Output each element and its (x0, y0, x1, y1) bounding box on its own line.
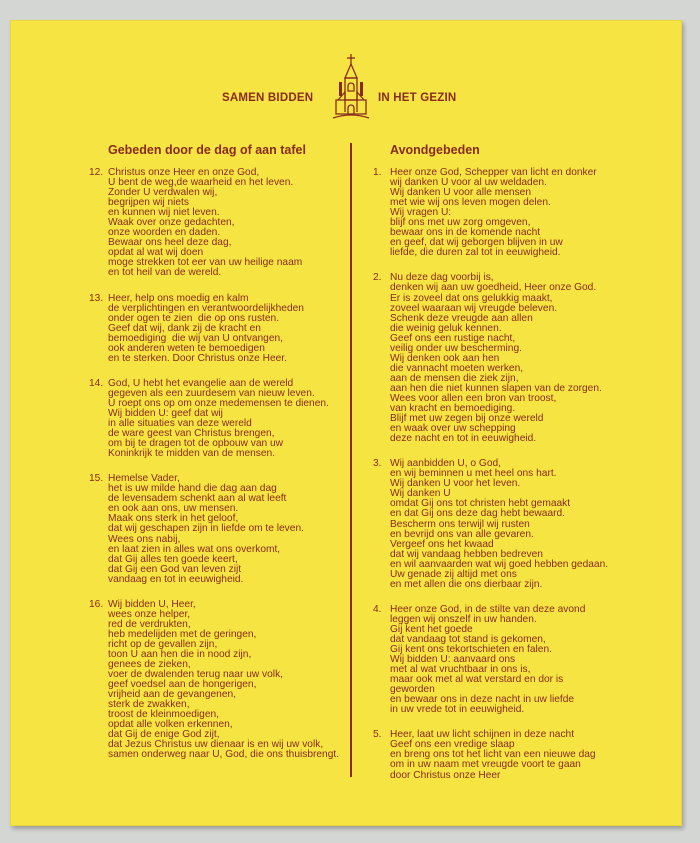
prayer-line: Wij danken U voor het leven. (390, 478, 521, 490)
prayer-line: gegeven als een zuurdesem van nieuw leven. (108, 387, 315, 399)
prayer-number: 15. (89, 473, 104, 485)
prayer-line: en kunnen wij niet leven. (108, 207, 220, 219)
prayer-line: en wij beminnen u met heel ons hart. (390, 468, 557, 480)
prayer-line: bewaar ons in de komende nacht (390, 227, 541, 239)
prayer-line: die weinig geluk kennen. (390, 322, 502, 334)
prayer-line: in alle situaties van deze wereld (108, 418, 252, 430)
prayer-16 (89, 600, 357, 761)
prayer-line: blijf ons met uw zorg omgeven, (390, 217, 531, 229)
prayer-line: Wij aanbidden U, o God, (390, 458, 501, 470)
church-tower-logo (330, 52, 372, 122)
prayer-line: Geef ons een vredige slaap (390, 739, 515, 751)
prayer-line: onder ogen te zien die op ons rusten. (108, 312, 280, 324)
prayer-line: denken wij aan uw goedheid, Heer onze God. (390, 282, 597, 294)
prayer-line: Vergeef ons het kwaad (390, 538, 494, 550)
prayer-line: toon U aan hen die in nood zijn, (108, 648, 252, 660)
prayer-text (108, 294, 357, 364)
prayer-text (390, 605, 623, 716)
prayer-line: dat Gij een God van leven zijt (108, 563, 242, 575)
prayer-line: Uw genade zij altijd met ons (390, 568, 517, 580)
prayer-line: en dat Gij ons deze dag hebt bewaard. (390, 508, 566, 520)
prayer-line: opdat al wat wij doen (108, 247, 204, 259)
prayer-line: Gij kent ons tekortschieten en falen. (390, 644, 552, 656)
prayer-line: en laat zien in alles wat ons overkomt, (108, 543, 281, 555)
prayer-line: aan hen die niet kunnen slapen van de zorgen. (390, 382, 602, 394)
prayer-line: richt op de gevallen zijn, (108, 638, 218, 650)
prayer-line: geef voedsel aan de hongerigen, (108, 679, 257, 691)
prayer-line: God, U hebt het evangelie aan de wereld (108, 377, 294, 389)
prayer-line: red de verdrukten, (108, 618, 191, 630)
prayer-line: in uw vrede tot in eeuwigheid. (390, 704, 525, 716)
prayer-line: Wij bidden U: geef dat wij (108, 407, 223, 419)
prayer-number: 13. (89, 292, 104, 304)
prayer-line: veilig onder uw bescherming. (390, 342, 522, 354)
prayer-line: Wij danken U (390, 488, 451, 500)
prayer-line: bemoediging die wij van U ontvangen, (108, 332, 283, 344)
right-column-heading: Avondgebeden (390, 143, 480, 157)
prayer-line: dat Gij de enige God zijt, (108, 729, 220, 741)
prayer-line: Christus onze Heer en onze God, (108, 167, 260, 178)
prayer-line: en bewaar ons in deze nacht in uw liefde (390, 694, 575, 706)
prayer-14 (89, 379, 357, 459)
prayer-13 (89, 294, 357, 364)
prayer-line: de levensadem schenkt aan al wat leeft (108, 493, 287, 505)
prayer-line: geworden (390, 684, 435, 696)
prayer-line: en bevrijd ons van alle gevaren. (390, 528, 534, 540)
prayer-line: Blijf met uw zegen bij onze wereld (390, 413, 544, 425)
prayer-line: door Christus onze Heer (390, 769, 501, 781)
prayer-line: Waak over onze gedachten, (108, 217, 235, 229)
prayer-line: genees de zieken, (108, 659, 191, 671)
prayer-line: die vannacht moeten werken, (390, 362, 524, 374)
prayer-line: en tot heil van de wereld. (108, 267, 222, 279)
prayer-line: deze nacht en tot in eeuwigheid. (390, 433, 537, 445)
prayer-line: moge strekken tot eer van uw heilige naam (108, 257, 303, 269)
prayer-line: Hemelse Vader, (108, 473, 180, 485)
prayer-text (390, 459, 623, 590)
prayer-line: wij danken U voor al uw weldaden. (390, 177, 547, 189)
prayer-line: Koninkrijk te midden van de mensen. (108, 448, 276, 460)
prayer-text (108, 168, 357, 279)
prayer-line: U roept ons op om onze medemensen te dienen. (108, 397, 329, 409)
prayer-line: Bewaar ons heel deze dag, (108, 237, 232, 249)
prayer-line: Heer onze God, in de stilte van deze avond (390, 603, 586, 615)
prayer-number: 2. (373, 272, 382, 284)
prayer-line: de verplichtingen en verantwoordelijkheden (108, 302, 304, 314)
prayer-12 (89, 168, 357, 279)
prayer-line: heb medelijden met de geringen, (108, 628, 257, 640)
title-right: IN HET GEZIN (378, 92, 457, 104)
prayer-line: vandaag en tot in eeuwigheid. (108, 573, 244, 585)
prayer-line: dat Gij alles ten goede keert, (108, 553, 238, 565)
prayer-line: van kracht en bemoediging. (390, 403, 516, 415)
prayer-line: Heer, laat uw licht schijnen in deze nacht (390, 729, 575, 741)
prayer-line: Wij vragen U: (390, 207, 452, 219)
prayer-3 (373, 459, 623, 590)
prayer-line: U bent de weg,de waarheid en het leven. (108, 177, 294, 189)
prayer-line: Er is zoveel dat ons gelukkig maakt, (390, 292, 553, 304)
prayer-number: 3. (373, 458, 382, 470)
prayer-line: Wees voor allen een bron van troost, (390, 392, 557, 404)
prayer-line: Nu deze dag voorbij is, (390, 272, 494, 284)
prayer-line: met wie wij ons leven mogen delen. (390, 197, 551, 209)
prayer-line: en wil aanvaarden wat wij goed hebben gedaan. (390, 558, 609, 570)
prayer-line: Geef ons een rustige nacht, (390, 332, 516, 344)
prayer-line: Heer, help ons moedig en kalm (108, 292, 249, 304)
prayer-line: Bescherm ons terwijl wij rusten (390, 518, 530, 530)
title-left: SAMEN BIDDEN (222, 92, 314, 104)
prayer-line: dat vandaag tot stand is gekomen, (390, 633, 546, 645)
prayer-line: omdat Gij ons tot christen hebt gemaakt (390, 498, 571, 510)
prayer-2 (373, 273, 623, 444)
prayer-line: troost de kleinmoedigen, (108, 709, 219, 721)
prayer-number: 16. (89, 598, 104, 610)
prayer-line: om bij te dragen tot de opbouw van uw (108, 438, 283, 450)
prayer-line: en te sterken. Door Christus onze Heer. (108, 352, 287, 364)
prayer-text (390, 730, 623, 780)
prayer-line: en breng ons tot het licht van een nieuwe dag (390, 749, 596, 761)
prayer-line: aan de mensen die ziek zijn, (390, 372, 519, 384)
prayer-number: 14. (89, 377, 104, 389)
prayer-15 (89, 474, 357, 585)
prayer-line: en ook aan ons, uw mensen. (108, 503, 239, 515)
prayer-line: Wij bidden U, Heer, (108, 598, 196, 610)
prayer-number: 5. (373, 729, 382, 741)
prayer-line: Gij kent het goede (390, 623, 473, 635)
prayer-text (390, 273, 623, 444)
left-column (89, 168, 357, 775)
prayer-text (390, 168, 623, 258)
right-column (373, 168, 623, 796)
prayer-line: liefde, die duren zal tot in eeuwigheid. (390, 247, 561, 259)
prayer-1 (373, 168, 623, 258)
prayer-line: vrijheid aan de gevangenen, (108, 689, 237, 701)
prayer-line: sterk de zwakken, (108, 699, 190, 711)
prayer-5 (373, 730, 623, 780)
prayer-text (108, 379, 357, 459)
prayer-line: en met allen die ons dierbaar zijn. (390, 578, 543, 590)
prayer-line: Wees ons nabij, (108, 533, 181, 545)
prayer-line: onze woorden en daden. (108, 227, 221, 239)
prayer-line: begrijpen wij niets (108, 197, 189, 209)
prayer-line: Heer onze God, Schepper van licht en donker (390, 167, 597, 178)
prayer-number: 1. (373, 167, 382, 178)
left-column-heading: Gebeden door de dag of aan tafel (108, 143, 306, 157)
prayer-line: en waak over uw schepping (390, 423, 516, 435)
prayer-line: dat Jezus Christus uw dienaar is en wij uw volk, (108, 739, 324, 751)
prayer-line: maar ook met al wat verstard en dor is (390, 674, 564, 686)
prayer-line: voer de dwalenden terug naar uw volk, (108, 669, 283, 681)
prayer-line: zoveel waaraan wij vreugde beleven. (390, 302, 558, 314)
prayer-4 (373, 605, 623, 716)
prayer-line: en geef, dat wij geborgen blijven in uw (390, 237, 563, 249)
prayer-line: om in uw naam met vreugde voort te gaan (390, 759, 581, 771)
prayer-line: Wij danken U voor alle mensen (390, 187, 531, 199)
prayer-line: Wij denken ook aan hen (390, 352, 500, 364)
prayer-text (108, 474, 357, 585)
prayer-line: samen onderweg naar U, God, die ons thuisbrengt. (108, 749, 340, 761)
prayer-line: Geef dat wij, dank zij de kracht en (108, 322, 261, 334)
prayer-line: leggen wij onszelf in uw handen. (390, 613, 537, 625)
prayer-line: dat wij vandaag hebben bedreven (390, 548, 543, 560)
prayer-text (108, 600, 357, 761)
prayer-line: ook anderen weten te bemoedigen (108, 342, 265, 354)
prayer-number: 12. (89, 167, 104, 178)
prayer-number: 4. (373, 603, 382, 615)
prayer-line: Maak ons sterk in het geloof, (108, 513, 239, 525)
prayer-line: dat wij geschapen zijn in liefde om te leven. (108, 523, 304, 535)
prayer-line: Wij bidden U: aanvaard ons (390, 654, 516, 666)
prayer-line: de ware geest van Christus brengen, (108, 428, 275, 440)
prayer-line: opdat alle volken erkennen, (108, 719, 233, 731)
prayer-line: Zonder U verdwalen wij, (108, 187, 218, 199)
prayer-line: Schenk deze vreugde aan allen (390, 312, 533, 324)
prayer-line: wees onze helper, (108, 608, 191, 620)
prayer-line: het is uw milde hand die dag aan dag (108, 483, 277, 495)
prayer-line: met al wat vruchtbaar in ons is, (390, 664, 531, 676)
